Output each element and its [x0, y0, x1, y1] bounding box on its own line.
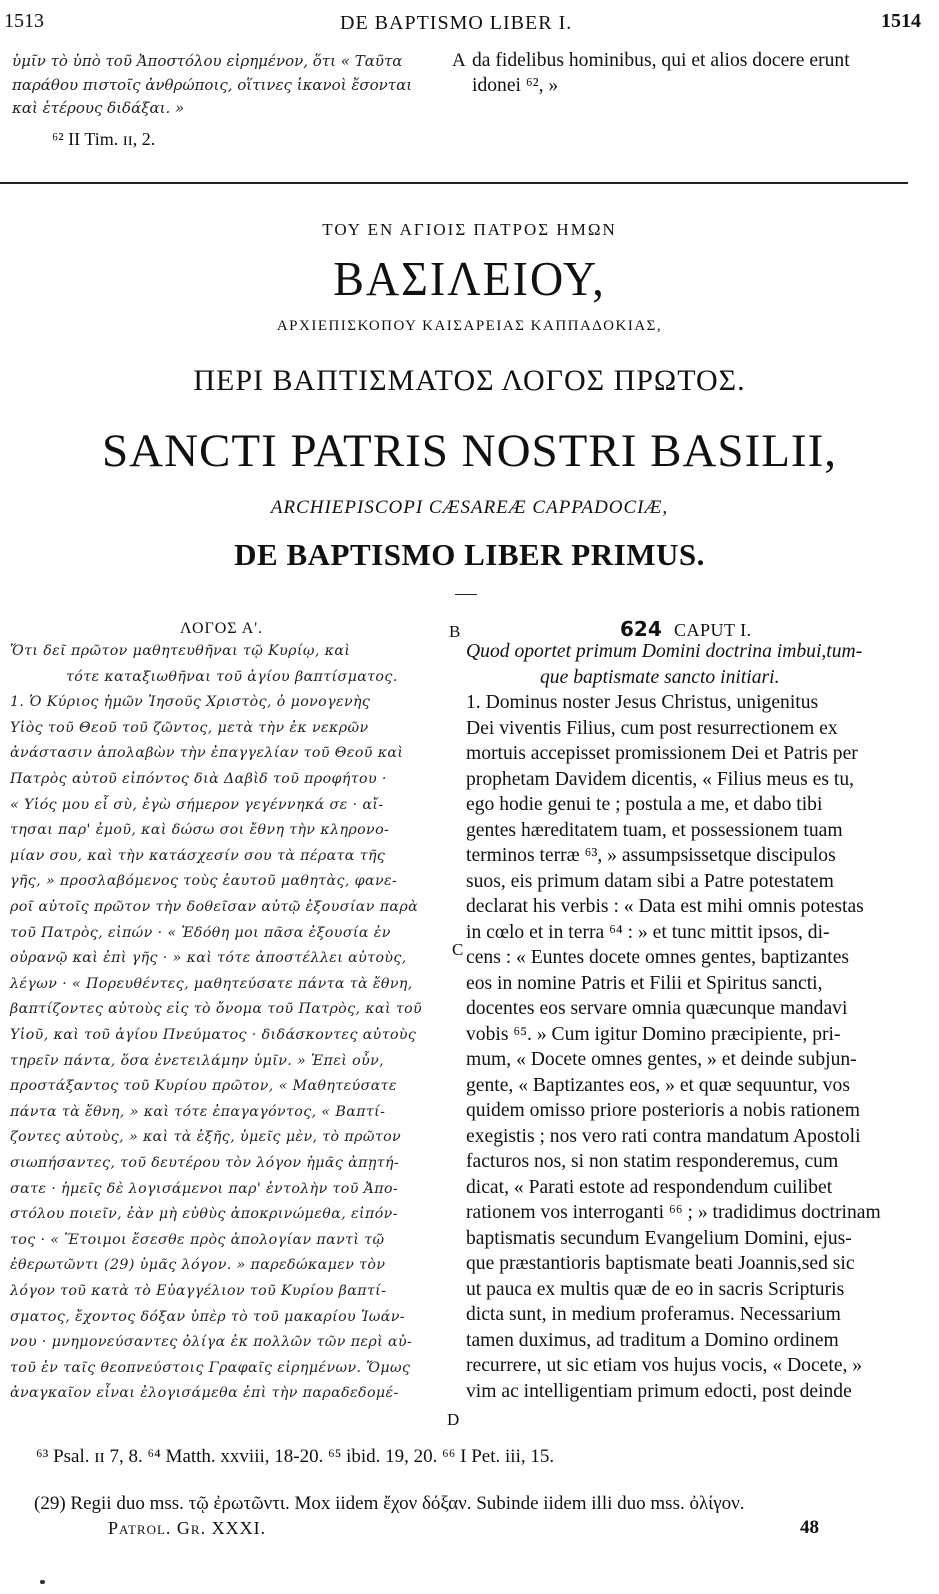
greek-text-line: Πατρὸς αὐτοῦ εἰπόντος διὰ Δαβὶδ τοῦ προφήτου ·: [10, 771, 387, 787]
greek-text-line: τηρεῖν πάντα, ὅσα ἐνετειλάμην ὑμῖν. » Ἐπεὶ οὖν,: [10, 1052, 385, 1069]
greek-text-line: ἐθερωτῶντι (29) ὑμᾶς λόγον. » παρεδώκαμεν τὸν: [10, 1257, 386, 1274]
page-number-624: 624: [620, 617, 662, 641]
latin-text-line: rationem vos interroganti ⁶⁶ ; » tradidimus doctrinam: [466, 1202, 881, 1223]
title-greek-office: ΑΡΧΙΕΠΙΣΚΟΠΟΥ ΚΑΙΣΑΡΕΙΑΣ ΚΑΠΠΑΔΟΚΙΑΣ,: [276, 318, 663, 334]
latin-text-line: gente, « Baptizantes eos, » et quæ sequuntur, vos: [466, 1074, 850, 1096]
margin-marker-a: A: [452, 50, 466, 71]
latin-text-line: vim ac intelligentiam primum edocti, post deinde: [466, 1380, 852, 1402]
margin-marker-d: D: [447, 1410, 460, 1429]
greek-text-line: τότε καταξιωθῆναι τοῦ ἁγίου βαπτίσματος.: [66, 668, 398, 685]
margin-marker-c: C: [452, 940, 464, 959]
latin-text-line: Dei viventis Filius, cum post resurrectionem ex: [466, 717, 838, 739]
greek-text-line: Υἱὸς τοῦ Θεοῦ τοῦ ζῶντος, μετὰ τὴν ἐκ νεκρῶν: [10, 719, 369, 736]
latin-text-line: que præstantioris baptismate beati Joannis,sed sic: [466, 1253, 855, 1274]
latin-text-line: tamen duximus, ad traditum a Domino ordinem: [466, 1329, 839, 1351]
title-latin-name: SANCTI PATRIS NOSTRI BASILII,: [102, 425, 837, 477]
greek-text-line: σματος, ἔχοντος δόξαν ὑπὲρ τὸ τοῦ μακαρίου Ἰωάν-: [10, 1308, 405, 1325]
latin-text-line: cens : « Euntes docete omnes gentes, baptizantes: [466, 947, 850, 968]
title-greek-preface: ΤΟΥ ΕΝ ΑΓΙΟΙΣ ΠΑΤΡΟΣ ΗΜΩΝ: [322, 220, 617, 239]
scripture-references: ⁶³ Psal. ɪɪ 7, 8. ⁶⁴ Matth. xxviii, 18-20. ⁶⁵ ibid. 19, 20. ⁶⁶ I Pet. iii, 15.: [36, 1446, 555, 1467]
left-column-number: 1513: [4, 10, 44, 32]
greek-text-line: Υἱοῦ, καὶ τοῦ ἁγίου Πνεύματος · διδάσκοντες αὐτοὺς: [10, 1027, 417, 1043]
greek-text-line: Ὅτι δεῖ πρῶτον μαθητευθῆναι τῷ Κυρίῳ, καὶ: [10, 643, 351, 659]
patrologia-reference: Patrol. Gr. XXXI.: [108, 1518, 267, 1538]
latin-text-line: Quod oportet primum Domini doctrina imbui,tum-: [466, 641, 863, 662]
greek-text-line: « Υἱός μου εἶ σὺ, ἐγὼ σήμερον γεγέννηκά σε · αἴ-: [10, 796, 384, 813]
latin-text-line: suos, eis primum datam sibi a Patre potestatem: [466, 870, 834, 892]
latin-text-line: in cœlo et in terra ⁶⁴ : » et tunc mittit ipsos, di-: [466, 921, 830, 943]
caput-heading: CAPUT I.: [674, 620, 752, 640]
title-latin-office: ARCHIEPISCOPI CÆSAREÆ CAPPADOCIÆ,: [270, 497, 669, 518]
latin-text-line: ut pauca ex multis quæ de eo in sacris Scripturis: [466, 1278, 845, 1300]
margin-marker-b: B: [449, 622, 461, 641]
greek-chapter-heading: ΛΟΓΟΣ Α'.: [180, 620, 264, 637]
title-latin-work: DE BAPTISMO LIBER PRIMUS.: [234, 537, 705, 572]
greek-column: [10, 643, 450, 1433]
greek-text-line: ζοντες αὐτοὺς, » καὶ τὰ ἑξῆς, ὑμεῖς μὲν, τὸ πρῶτον: [10, 1129, 402, 1146]
latin-text-line: quidem omisso priore posterioris a nobis rationem: [466, 1100, 860, 1121]
ink-speck: [40, 1580, 45, 1584]
greek-text-line: σιωπήσαντες, τοῦ δευτέρου τὸν λόγον ἡμᾶς ἀπῃτή-: [10, 1155, 400, 1171]
title-greek-work: ΠΕΡΙ ΒΑΠΤΙΣΜΑΤΟΣ ΛΟΓΟΣ ΠΡΩΤΟΣ.: [193, 364, 746, 397]
intro-latin-line: da fidelibus hominibus, qui et alios docere erunt: [472, 50, 850, 71]
greek-text-line: στόλου ποιεῖν, ἐὰν μὴ εὐθὺς ἀποκρινώμεθα, εἰπόν-: [10, 1206, 398, 1223]
running-title: DE BAPTISMO LIBER I.: [340, 12, 573, 34]
latin-text-line: 1. Dominus noster Jesus Christus, unigenitus: [466, 692, 819, 713]
latin-text-line: vobis ⁶⁵. » Cum igitur Domino præcipiente, pri-: [466, 1023, 841, 1045]
latin-text-line: que baptismate sancto initiari.: [540, 666, 780, 688]
intro-greek-line: ὑμῖν τὸ ὑπὸ τοῦ Ἀποστόλου εἰρημένον, ὅτι « Ταῦτα: [12, 52, 403, 70]
latin-text-line: declarat his verbis : « Data est mihi omnis potestas: [466, 896, 864, 917]
latin-text-line: prophetam Davidem dicentis, « Filius meus es tu,: [466, 768, 855, 790]
greek-text-line: 1. Ὁ Κύριος ἡμῶν Ἰησοῦς Χριστὸς, ὁ μονογενὴς: [10, 694, 371, 711]
intro-greek-line: παράθου πιστοῖς ἀνθρώποις, οἵτινες ἱκανοὶ ἔσονται: [12, 76, 413, 94]
greek-text-line: λέγων · « Πορευθέντες, μαθητεύσατε πάντα τὰ ἔθνη,: [10, 975, 413, 992]
latin-text-line: dicat, « Parati estote ad respondendum cuilibet: [466, 1176, 833, 1198]
latin-text-line: facturos nos, si non statim responderemus, cum: [466, 1151, 839, 1172]
greek-text-line: τος · « Ἕτοιμοι ἔσεσθε πρὸς ἀπολογίαν παντὶ τῷ: [10, 1231, 385, 1248]
latin-text-line: docentes eos servare omnia quæcunque mandavi: [466, 998, 848, 1019]
intro-footnote: ⁶² II Tim. ɪɪ, 2.: [52, 129, 156, 149]
title-greek-name: ΒΑΣΙΛΕΙΟΥ,: [333, 251, 606, 306]
greek-text-line: τοῦ Πατρὸς, εἰπών · « Ἐδόθη μοι πᾶσα ἐξουσία ἐν: [10, 924, 391, 941]
greek-text-line: νου · μνημονεύσαντες ὀλίγα ἐκ πολλῶν τῶν περὶ αὐ-: [10, 1334, 413, 1351]
title-dash: [455, 594, 477, 595]
greek-text-line: μίαν σου, καὶ τὴν κατάσχεσίν σου τὰ πέρατα τῆς: [10, 847, 386, 864]
latin-column: [466, 641, 920, 1431]
latin-text-line: mortuis accepisset promissionem Dei et Patris per: [466, 743, 858, 764]
latin-text-line: terminos terræ ⁶³, » assumpsissetque discipulos: [466, 845, 836, 866]
greek-text-line: οὐρανῷ καὶ ἐπὶ γῆς · » καὶ τότε ἀποστέλλει αὐτοὺς,: [10, 950, 407, 967]
section-divider: [0, 182, 908, 184]
manuscript-note: (29) Regii duo mss. τῷ ἐρωτῶντι. Mox iidem ἔχον δόξαν. Subinde iidem illi duo mss. ὀλίγον.: [34, 1493, 745, 1514]
greek-text-line: τησαι παρ' ἐμοῦ, καὶ δώσω σοι ἔθνη τὴν κληρονο-: [10, 822, 390, 839]
greek-text-line: βαπτίζοντες αὐτοὺς εἰς τὸ ὄνομα τοῦ Πατρὸς, καὶ τοῦ: [10, 1001, 423, 1018]
latin-text-line: exegistis ; nos vero rati contra mandatum Apostoli: [466, 1125, 861, 1147]
volume-page-number: 48: [800, 1517, 819, 1538]
intro-greek-line: καὶ ἑτέρους διδάξαι. »: [12, 99, 185, 117]
latin-text-line: dicta sunt, in medium proferamus. Necessarium: [466, 1304, 841, 1325]
greek-text-line: γῆς, » προσλαβόμενος τοὺς ἑαυτοῦ μαθητὰς, φανε-: [10, 873, 398, 890]
greek-text-line: πάντα τὰ ἔθνη, » καὶ τότε ἐπαγαγόντος, « Βαπτί-: [10, 1103, 386, 1120]
right-column-number: 1514: [881, 10, 921, 32]
latin-text-line: ego hodie genui te ; postula a me, et dabo tibi: [466, 794, 823, 815]
latin-text-line: recurrere, ut sic etiam vos hujus vocis, « Docete, »: [466, 1355, 863, 1376]
latin-text-line: baptismatis secundum Evangelium Domini, ejus-: [466, 1227, 852, 1249]
greek-text-line: τοῦ ἐν ταῖς θεοπνεύστοις Γραφαῖς εἰρημένων. Ὅμως: [10, 1359, 411, 1376]
greek-text-line: ροῖ αὐτοῖς πρῶτον τὴν δοθεῖσαν αὐτῷ ἐξουσίαν παρὰ: [10, 899, 419, 915]
greek-text-line: ἀναγκαῖον εἶναι ἐλογισάμεθα ἐπὶ τὴν παραδεδομέ-: [10, 1385, 399, 1402]
greek-text-line: ἀνάστασιν ἀπολαβὼν τὴν ἐπαγγελίαν τοῦ Θεοῦ καὶ: [10, 745, 404, 762]
latin-text-line: eos in nomine Patris et Filii et Spiritus sancti,: [466, 972, 823, 994]
greek-text-line: λόγον τοῦ κατὰ τὸ Εὐαγγέλιον τοῦ Κυρίου βαπτί-: [10, 1283, 387, 1299]
greek-text-line: προστάξαντος τοῦ Κυρίου πρῶτον, « Μαθητεύσατε: [10, 1078, 397, 1095]
intro-latin-line: idonei ⁶², »: [472, 75, 559, 96]
latin-text-line: mum, « Docete omnes gentes, » et deinde subjun-: [466, 1049, 857, 1070]
greek-text-line: σατε · ἡμεῖς δὲ λογισάμενοι παρ' ἐντολὴν τοῦ Ἀπο-: [10, 1180, 399, 1197]
latin-text-line: gentes hæreditatem tuam, et possessionem tuam: [466, 819, 843, 841]
